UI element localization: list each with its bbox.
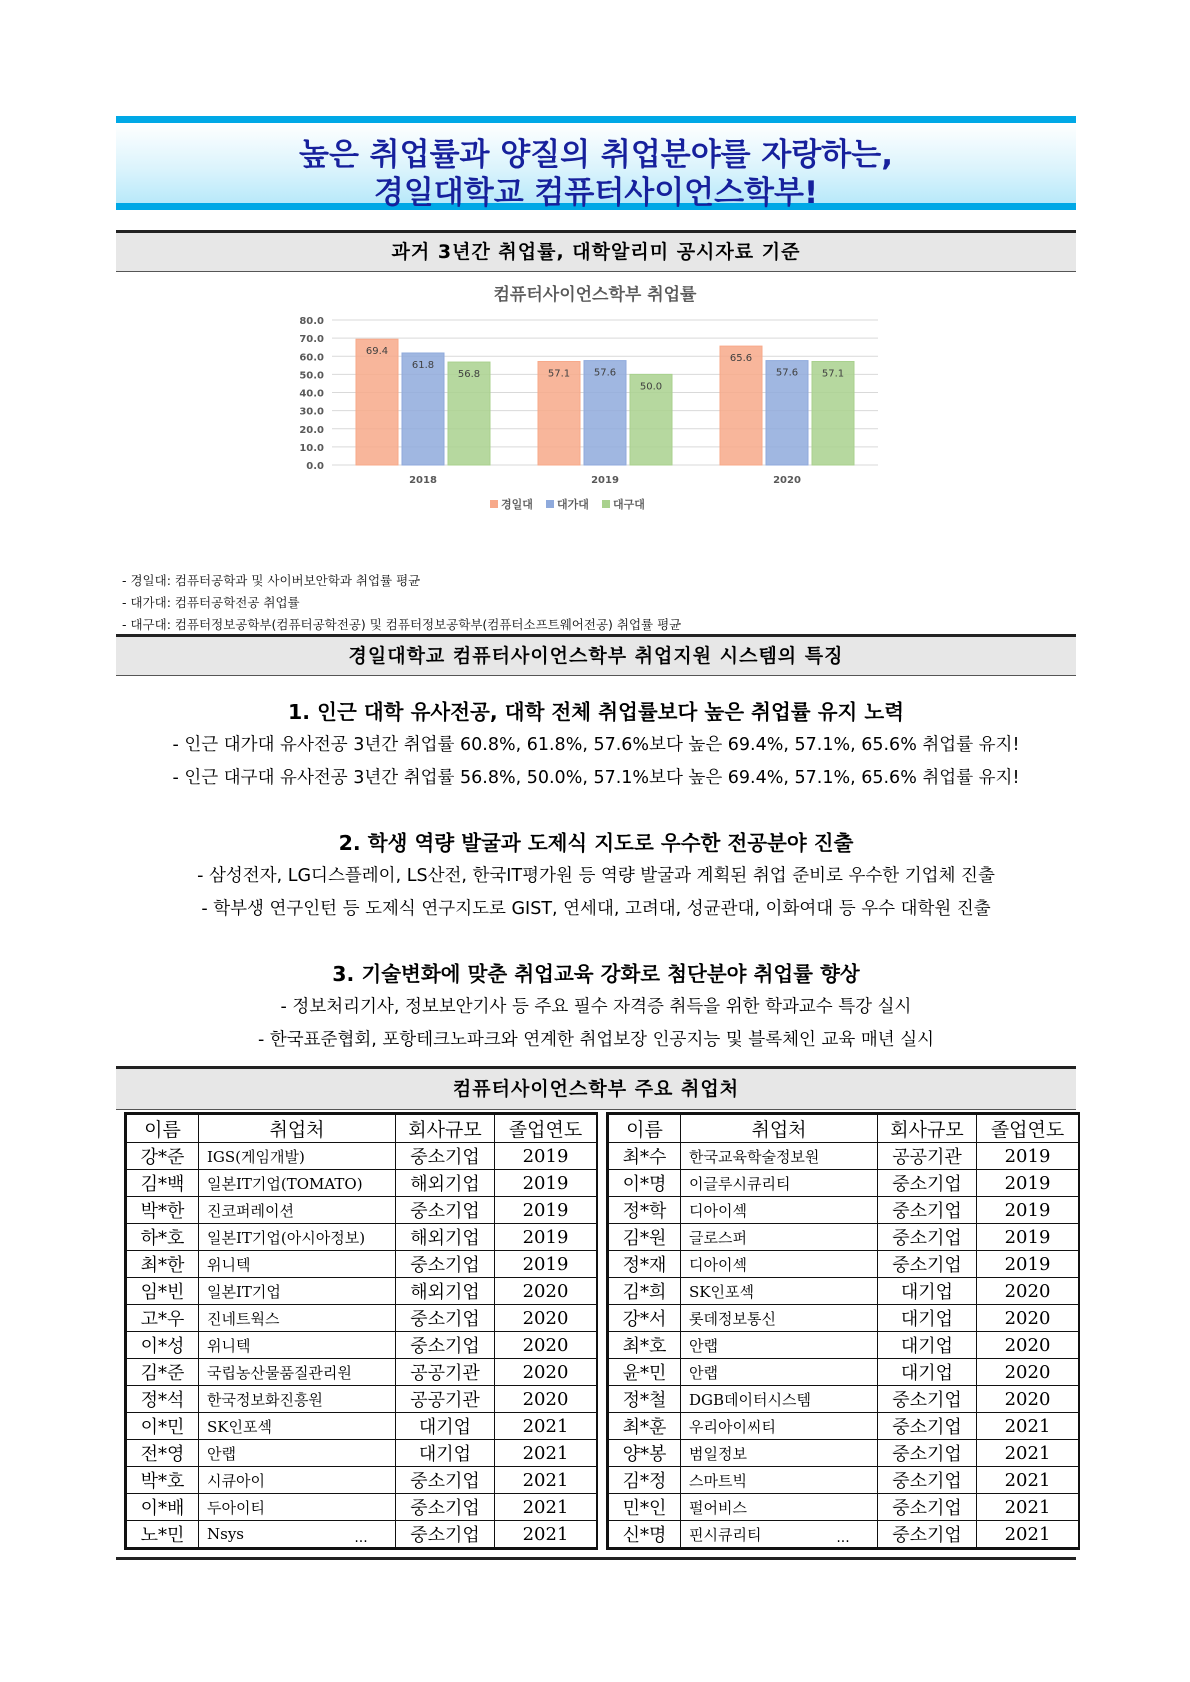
cell-name: 김*희 (609, 1278, 681, 1305)
cell-graduation-year: 2021 (495, 1494, 597, 1521)
x-tick-label: 2020 (773, 475, 801, 486)
cell-graduation-year: 2019 (495, 1170, 597, 1197)
table-row (127, 1143, 597, 1170)
cell-graduation-year: 2019 (977, 1251, 1079, 1278)
y-tick-label: 70.0 (299, 334, 324, 346)
y-tick-label: 40.0 (299, 388, 324, 400)
table-row (609, 1359, 1079, 1386)
table-row (609, 1386, 1079, 1413)
cell-name: 이*성 (127, 1332, 199, 1359)
chart-notes (122, 570, 681, 636)
cell-employer: 시큐아이 (199, 1467, 396, 1494)
header-employer: 취업처 (199, 1115, 396, 1143)
note-1: - 경일대: 컴퓨터공학과 및 사이버보안학과 취업률 평균 (122, 573, 421, 588)
cell-employer: 두아이티 (199, 1494, 396, 1521)
table-row (609, 1305, 1079, 1332)
table-row (127, 1386, 597, 1413)
legend-swatch (490, 500, 498, 508)
cell-name: 임*빈 (127, 1278, 199, 1305)
y-tick-label: 0.0 (306, 461, 324, 472)
table-row (127, 1170, 597, 1197)
bar-value-label: 56.8 (457, 369, 481, 381)
employers-table-right-wrap (606, 1112, 1080, 1550)
feature-1-bullet-2: - 인근 대구대 유사전공 3년간 취업률 56.8%, 50.0%, 57.1%보다 높은 69.4%, 57.1%, 65.6% 취업률 유지! (172, 768, 1020, 788)
cell-graduation-year: 2021 (977, 1440, 1079, 1467)
bar-value-label: 50.0 (639, 381, 663, 393)
cell-name: 윤*민 (609, 1359, 681, 1386)
cell-employer: 한국교육학술정보원 (681, 1143, 878, 1170)
feature-2-bullet-1: - 삼성전자, LG디스플레이, LS산전, 한국IT평가원 등 역량 발굴과 계획된 취업 준비로 우수한 기업체 진출 (197, 866, 995, 886)
feature-2-heading: 2. 학생 역량 발굴과 도제식 지도로 우수한 전공분야 진출 (338, 831, 854, 855)
bar-value-label: 65.6 (729, 353, 753, 365)
cell-name: 김*정 (609, 1467, 681, 1494)
cell-name: 김*원 (609, 1224, 681, 1251)
cell-employer: DGB데이터시스템 (681, 1386, 878, 1413)
table-row (127, 1440, 597, 1467)
cell-name: 이*배 (127, 1494, 199, 1521)
header-company-size: 회사규모 (878, 1115, 977, 1143)
cell-name: 강*준 (127, 1143, 199, 1170)
feature-3-heading: 3. 기술변화에 맞춘 취업교육 강화로 첨단분야 취업률 향상 (332, 962, 860, 986)
cell-graduation-year: 2021 (495, 1521, 597, 1548)
header-name: 이름 (127, 1115, 199, 1143)
legend-entry: 대구대 (613, 498, 645, 511)
cell-employer: 진코퍼레이션 (199, 1197, 396, 1224)
cell-name: 강*서 (609, 1305, 681, 1332)
cell-graduation-year: 2020 (977, 1305, 1079, 1332)
cell-graduation-year: 2021 (495, 1440, 597, 1467)
bar-value-label: 57.6 (775, 367, 799, 379)
table-row (127, 1278, 597, 1305)
bar-value-label: 61.8 (411, 359, 435, 371)
cell-company-size: 중소기업 (878, 1440, 977, 1467)
cell-company-size: 대기업 (396, 1440, 495, 1467)
y-tick-label: 30.0 (299, 406, 324, 418)
cell-name: 전*영 (127, 1440, 199, 1467)
section-employment-rate-title: 과거 3년간 취업률, 대학알리미 공시자료 기준 (116, 230, 1076, 272)
cell-graduation-year: 2020 (495, 1278, 597, 1305)
y-tick-label: 20.0 (299, 424, 324, 436)
cell-company-size: 공공기관 (396, 1386, 495, 1413)
cell-name: 박*한 (127, 1197, 199, 1224)
cell-name: 최*호 (609, 1332, 681, 1359)
cell-name: 노*민 (127, 1521, 199, 1548)
table-row (609, 1197, 1079, 1224)
table-right-more: ... (836, 1530, 850, 1546)
cell-graduation-year: 2019 (977, 1224, 1079, 1251)
cell-graduation-year: 2021 (977, 1521, 1079, 1548)
cell-graduation-year: 2019 (495, 1197, 597, 1224)
cell-name: 정*재 (609, 1251, 681, 1278)
bar (356, 339, 398, 465)
y-tick-label: 80.0 (299, 316, 324, 327)
cell-employer: 스마트빅 (681, 1467, 878, 1494)
table-row (609, 1278, 1079, 1305)
x-tick-label: 2018 (409, 475, 437, 486)
cell-employer: SK인포섹 (199, 1413, 396, 1440)
cell-employer: 펄어비스 (681, 1494, 878, 1521)
cell-employer: 글로스퍼 (681, 1224, 878, 1251)
table-row (609, 1251, 1079, 1278)
cell-company-size: 중소기업 (396, 1251, 495, 1278)
table-row (127, 1305, 597, 1332)
cell-company-size: 중소기업 (878, 1170, 977, 1197)
cell-company-size: 중소기업 (396, 1521, 495, 1548)
cell-company-size: 중소기업 (878, 1521, 977, 1548)
cell-employer: 이글루시큐리티 (681, 1170, 878, 1197)
table-row (609, 1413, 1079, 1440)
cell-employer: 롯데정보통신 (681, 1305, 878, 1332)
cell-company-size: 해외기업 (396, 1224, 495, 1251)
bar-value-label: 57.1 (821, 368, 845, 380)
cell-name: 최*한 (127, 1251, 199, 1278)
cell-name: 최*수 (609, 1143, 681, 1170)
cell-company-size: 해외기업 (396, 1278, 495, 1305)
banner-line-1: 높은 취업률과 양질의 취업분야를 자랑하는, (299, 137, 893, 173)
cell-employer: 위니텍 (199, 1251, 396, 1278)
section-support-system-title: 경일대학교 컴퓨터사이언스학부 취업지원 시스템의 특징 (116, 634, 1076, 676)
cell-graduation-year: 2021 (495, 1413, 597, 1440)
employment-rate-chart (290, 280, 900, 560)
cell-name: 김*준 (127, 1359, 199, 1386)
note-2: - 대가대: 컴퓨터공학전공 취업률 (122, 595, 300, 610)
cell-name: 이*민 (127, 1413, 199, 1440)
cell-company-size: 대기업 (878, 1332, 977, 1359)
table-row (127, 1251, 597, 1278)
cell-company-size: 중소기업 (396, 1332, 495, 1359)
cell-company-size: 공공기관 (878, 1143, 977, 1170)
cell-company-size: 중소기업 (396, 1494, 495, 1521)
cell-company-size: 중소기업 (878, 1197, 977, 1224)
cell-employer: Nsys (199, 1521, 396, 1548)
legend-swatch (546, 500, 554, 508)
y-tick-label: 50.0 (299, 370, 324, 382)
cell-company-size: 중소기업 (878, 1413, 977, 1440)
cell-name: 정*철 (609, 1386, 681, 1413)
table-row (609, 1467, 1079, 1494)
banner-line-2: 경일대학교 컴퓨터사이언스학부! (373, 175, 819, 211)
y-tick-label: 10.0 (299, 442, 324, 454)
section-employers-title: 컴퓨터사이언스학부 주요 취업처 (116, 1066, 1076, 1110)
bar-value-label: 69.4 (365, 346, 389, 358)
cell-company-size: 대기업 (878, 1305, 977, 1332)
table-left-more: ... (354, 1530, 368, 1546)
cell-employer: 진네트웍스 (199, 1305, 396, 1332)
y-tick-label: 60.0 (299, 352, 324, 364)
cell-employer: 핀시큐리티 (681, 1521, 878, 1548)
cell-graduation-year: 2021 (977, 1467, 1079, 1494)
table-row (127, 1197, 597, 1224)
cell-name: 김*백 (127, 1170, 199, 1197)
table-header-row (127, 1115, 597, 1143)
cell-name: 고*우 (127, 1305, 199, 1332)
employers-table-left-wrap (124, 1112, 598, 1550)
cell-employer: 안랩 (681, 1332, 878, 1359)
cell-name: 이*명 (609, 1170, 681, 1197)
cell-graduation-year: 2019 (977, 1143, 1079, 1170)
cell-employer: 범일정보 (681, 1440, 878, 1467)
table-row (609, 1224, 1079, 1251)
page-banner (116, 116, 1076, 210)
table-row (609, 1143, 1079, 1170)
cell-graduation-year: 2020 (977, 1332, 1079, 1359)
cell-graduation-year: 2020 (495, 1305, 597, 1332)
cell-employer: 일본IT기업(TOMATO) (199, 1170, 396, 1197)
cell-company-size: 공공기관 (396, 1359, 495, 1386)
header-graduation-year: 졸업연도 (495, 1115, 597, 1143)
cell-graduation-year: 2020 (495, 1359, 597, 1386)
legend-swatch (602, 500, 610, 508)
table-row (127, 1359, 597, 1386)
cell-name: 민*인 (609, 1494, 681, 1521)
cell-company-size: 대기업 (878, 1359, 977, 1386)
chart-svg (290, 280, 900, 560)
cell-employer: 국립농산물품질관리원 (199, 1359, 396, 1386)
employers-table-right (608, 1114, 1079, 1548)
cell-employer: 디아이섹 (681, 1197, 878, 1224)
cell-company-size: 중소기업 (878, 1251, 977, 1278)
table-row (127, 1224, 597, 1251)
cell-name: 신*명 (609, 1521, 681, 1548)
cell-graduation-year: 2019 (977, 1170, 1079, 1197)
cell-graduation-year: 2021 (495, 1467, 597, 1494)
cell-employer: 일본IT기업(아시아정보) (199, 1224, 396, 1251)
cell-employer: IGS(게임개발) (199, 1143, 396, 1170)
note-3: - 대구대: 컴퓨터정보공학부(컴퓨터공학전공) 및 컴퓨터정보공학부(컴퓨터소프트웨어전공) 취업률 평균 (122, 617, 682, 632)
cell-graduation-year: 2020 (977, 1359, 1079, 1386)
table-row (127, 1413, 597, 1440)
cell-employer: 한국정보화진흥원 (199, 1386, 396, 1413)
cell-graduation-year: 2021 (977, 1413, 1079, 1440)
header-graduation-year: 졸업연도 (977, 1115, 1079, 1143)
legend-entry: 경일대 (501, 498, 533, 511)
cell-name: 박*호 (127, 1467, 199, 1494)
employers-table-left (126, 1114, 597, 1548)
cell-graduation-year: 2019 (495, 1224, 597, 1251)
table-header-row (609, 1115, 1079, 1143)
cell-graduation-year: 2020 (495, 1386, 597, 1413)
table-row (127, 1332, 597, 1359)
cell-employer: 일본IT기업 (199, 1278, 396, 1305)
cell-name: 하*호 (127, 1224, 199, 1251)
feature-1-heading: 1. 인근 대학 유사전공, 대학 전체 취업률보다 높은 취업률 유지 노력 (287, 700, 905, 724)
feature-1-bullet-1: - 인근 대가대 유사전공 3년간 취업률 60.8%, 61.8%, 57.6%보다 높은 69.4%, 57.1%, 65.6% 취업률 유지! (172, 735, 1020, 755)
table-row (609, 1170, 1079, 1197)
cell-company-size: 대기업 (878, 1278, 977, 1305)
cell-company-size: 중소기업 (396, 1305, 495, 1332)
cell-company-size: 중소기업 (396, 1467, 495, 1494)
cell-employer: 안랩 (681, 1359, 878, 1386)
table-row (127, 1467, 597, 1494)
cell-company-size: 중소기업 (396, 1143, 495, 1170)
bar-value-label: 57.6 (593, 367, 617, 379)
cell-company-size: 중소기업 (878, 1494, 977, 1521)
cell-name: 정*학 (609, 1197, 681, 1224)
cell-employer: 위니텍 (199, 1332, 396, 1359)
header-employer: 취업처 (681, 1115, 878, 1143)
table-row (609, 1440, 1079, 1467)
table-row (127, 1494, 597, 1521)
cell-company-size: 해외기업 (396, 1170, 495, 1197)
cell-company-size: 중소기업 (878, 1386, 977, 1413)
cell-company-size: 중소기업 (396, 1197, 495, 1224)
cell-graduation-year: 2021 (977, 1494, 1079, 1521)
table-row (609, 1332, 1079, 1359)
header-company-size: 회사규모 (396, 1115, 495, 1143)
cell-name: 최*훈 (609, 1413, 681, 1440)
bottom-rule (116, 1557, 1076, 1560)
cell-employer: SK인포섹 (681, 1278, 878, 1305)
header-name: 이름 (609, 1115, 681, 1143)
cell-name: 양*봉 (609, 1440, 681, 1467)
cell-graduation-year: 2020 (495, 1332, 597, 1359)
cell-company-size: 중소기업 (878, 1467, 977, 1494)
feature-3-bullet-1: - 정보처리기사, 정보보안기사 등 주요 필수 자격증 취득을 위한 학과교수 특강 실시 (280, 997, 912, 1017)
x-tick-label: 2019 (591, 475, 619, 486)
cell-graduation-year: 2019 (495, 1143, 597, 1170)
cell-company-size: 대기업 (396, 1413, 495, 1440)
cell-graduation-year: 2020 (977, 1386, 1079, 1413)
cell-employer: 안랩 (199, 1440, 396, 1467)
legend-entry: 대가대 (557, 498, 589, 511)
cell-graduation-year: 2020 (977, 1278, 1079, 1305)
bar-value-label: 57.1 (547, 368, 571, 380)
feature-3-bullet-2: - 한국표준협회, 포항테크노파크와 연계한 취업보장 인공지능 및 블록체인 교육 매년 실시 (257, 1030, 935, 1050)
cell-employer: 우리아이씨티 (681, 1413, 878, 1440)
feature-2-bullet-2: - 학부생 연구인턴 등 도제식 연구지도로 GIST, 연세대, 고려대, 성균관대, 이화여대 등 우수 대학원 진출 (201, 899, 991, 919)
cell-company-size: 중소기업 (878, 1224, 977, 1251)
cell-name: 정*석 (127, 1386, 199, 1413)
chart-title: 컴퓨터사이언스학부 취업률 (493, 285, 697, 305)
cell-graduation-year: 2019 (977, 1197, 1079, 1224)
cell-employer: 디아이섹 (681, 1251, 878, 1278)
table-row (609, 1494, 1079, 1521)
cell-graduation-year: 2019 (495, 1251, 597, 1278)
